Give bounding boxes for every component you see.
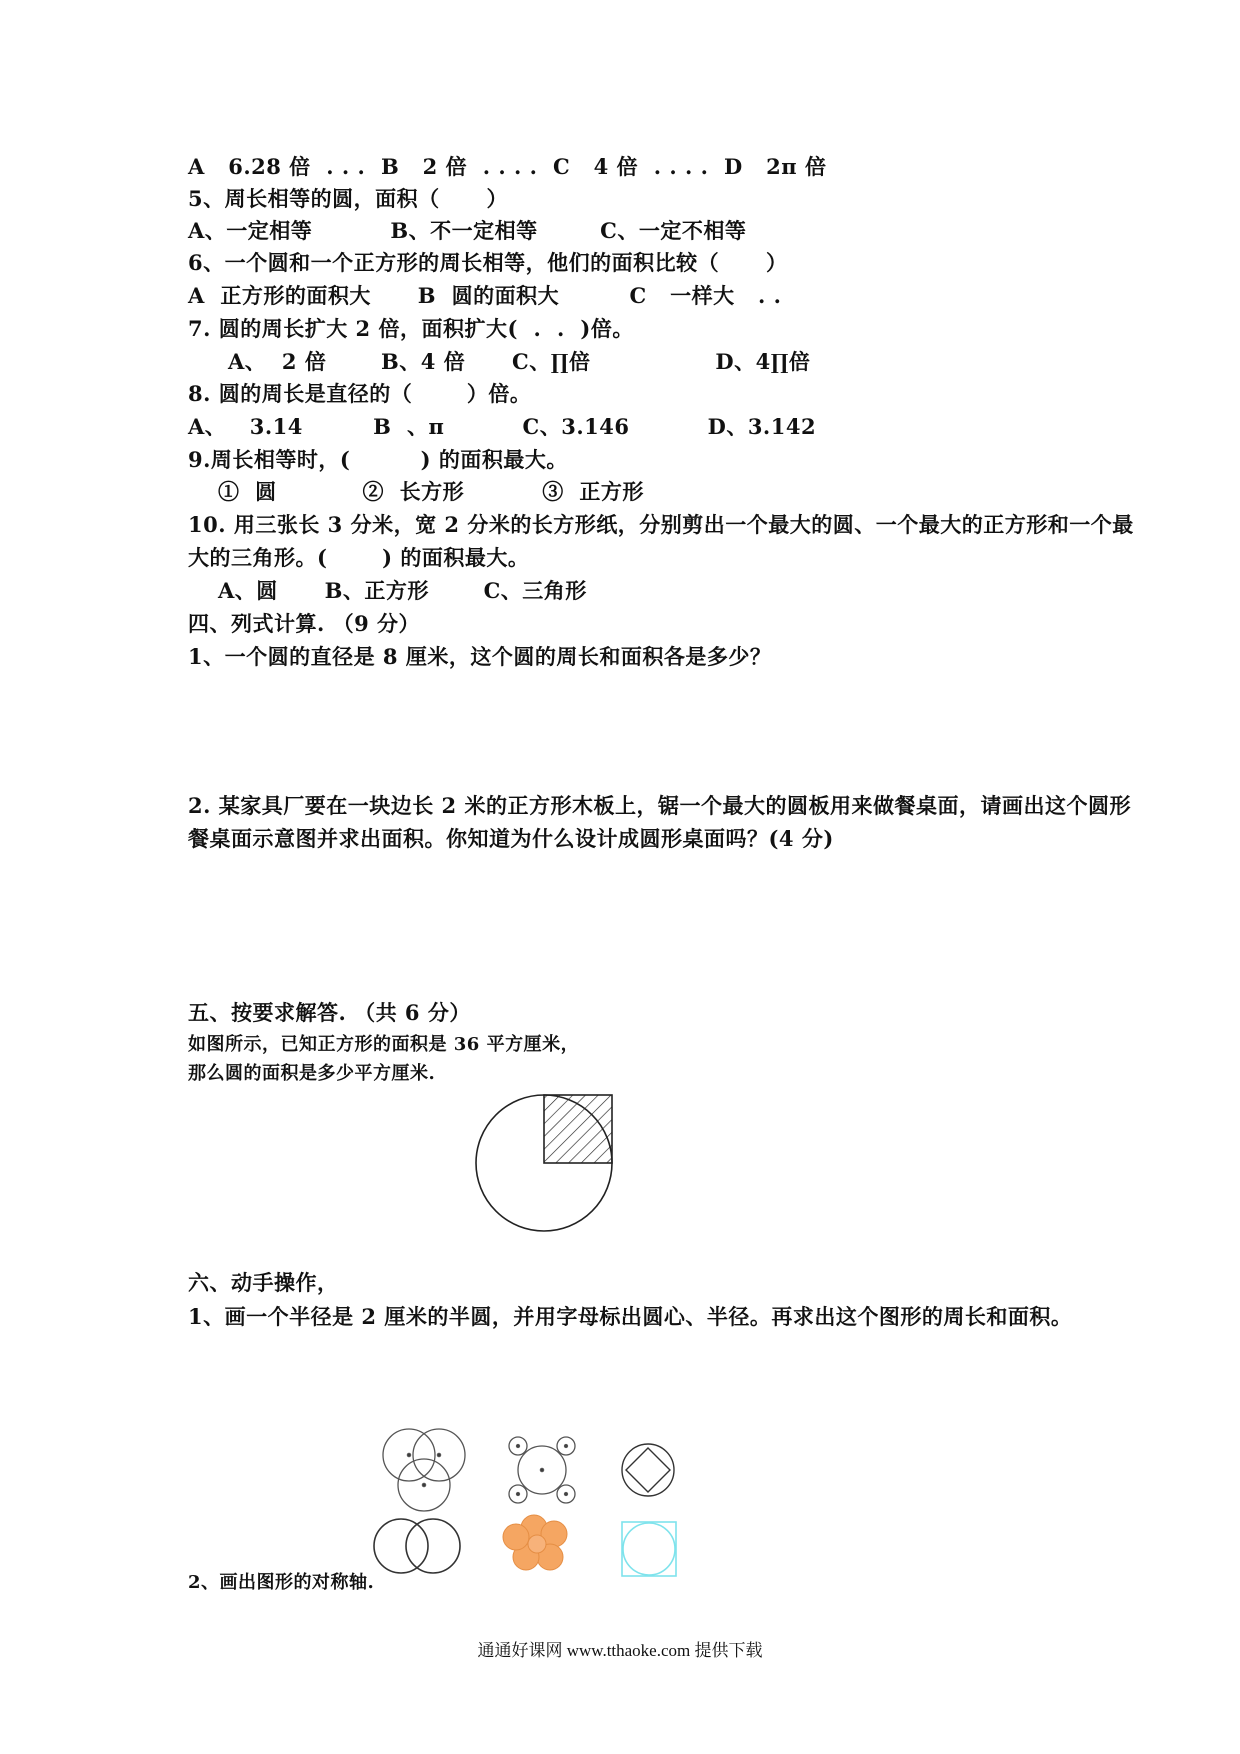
- question-10-options: A、圆 B、正方形 C、三角形: [218, 578, 587, 603]
- question-10-stem-line1: 10. 用三张长 3 分米，宽 2 分米的长方形纸，分别剪出一个最大的圆、一个最大的正方形和一个最: [188, 512, 1134, 537]
- three-circles-figure: [383, 1429, 465, 1511]
- section-5-heading: 五、按要求解答. （共 6 分）: [188, 1000, 471, 1025]
- section-5-line1: 如图所示，已知正方形的面积是 36 平方厘米，: [188, 1034, 580, 1055]
- section-5-line2: 那么圆的面积是多少平方厘米.: [188, 1063, 436, 1084]
- question-5-stem: 5、周长相等的圆，面积（ ）: [188, 186, 508, 211]
- page-footer: 通通好课网 www.tthaoke.com 提供下载: [477, 1641, 763, 1660]
- flower-figure: [503, 1515, 567, 1570]
- two-overlapping-circles-figure: [374, 1519, 460, 1573]
- section-4-question-2-line1: 2. 某家具厂要在一块边长 2 米的正方形木板上，锯一个最大的圆板用来做餐桌面，请画出这个圆形: [188, 793, 1131, 818]
- section-4-heading: 四、列式计算. （9 分）: [188, 611, 421, 636]
- hatched-square: [544, 1095, 612, 1163]
- question-9-stem: 9.周长相等时，( ) 的面积最大。: [188, 447, 568, 472]
- question-10-stem-line2: 大的三角形。( ) 的面积最大。: [188, 545, 530, 570]
- question-8-options: A、 3.14 B 、π C、3.146 D、3.142: [188, 414, 817, 439]
- section-6-question-1: 1、画一个半径是 2 厘米的半圆，并用字母标出圆心、半径。再求出这个图形的周长和面积。: [188, 1304, 1073, 1329]
- section-6-heading: 六、动手操作，: [188, 1270, 339, 1295]
- question-9-options: ① 圆 ② 长方形 ③ 正方形: [218, 479, 644, 504]
- question-8-stem: 8. 圆的周长是直径的（ ）倍。: [188, 381, 532, 406]
- large-circle: [476, 1095, 612, 1231]
- section-6-question-2: 2、画出图形的对称轴.: [188, 1572, 375, 1593]
- circle-in-square-figure: [622, 1522, 676, 1576]
- question-6-options: A 正方形的面积大 B 圆的面积大 C 一样大 . .: [188, 283, 782, 308]
- question-4-options: A 6.28 倍 . . . B 2 倍 . . . . C 4 倍 . . . . D 2π 倍: [188, 154, 827, 179]
- circle-with-square-figure: [622, 1444, 674, 1496]
- section-4-question-2-line2: 餐桌面示意图并求出面积。你知道为什么设计成圆形桌面吗？(4 分): [188, 826, 834, 851]
- section-4-question-1: 1、一个圆的直径是 8 厘米，这个圆的周长和面积各是多少？: [188, 644, 772, 669]
- question-7-stem: 7. 圆的周长扩大 2 倍，面积扩大( . . )倍。: [188, 316, 634, 341]
- five-circles-figure: [509, 1437, 575, 1503]
- question-6-stem: 6、一个圆和一个正方形的周长相等，他们的面积比较（ ）: [188, 250, 788, 275]
- question-7-options: A、 2 倍 B、4 倍 C、∏倍 D、4∏倍: [228, 349, 811, 374]
- question-5-options: A、一定相等 B、不一定相等 C、一定不相等: [188, 218, 747, 243]
